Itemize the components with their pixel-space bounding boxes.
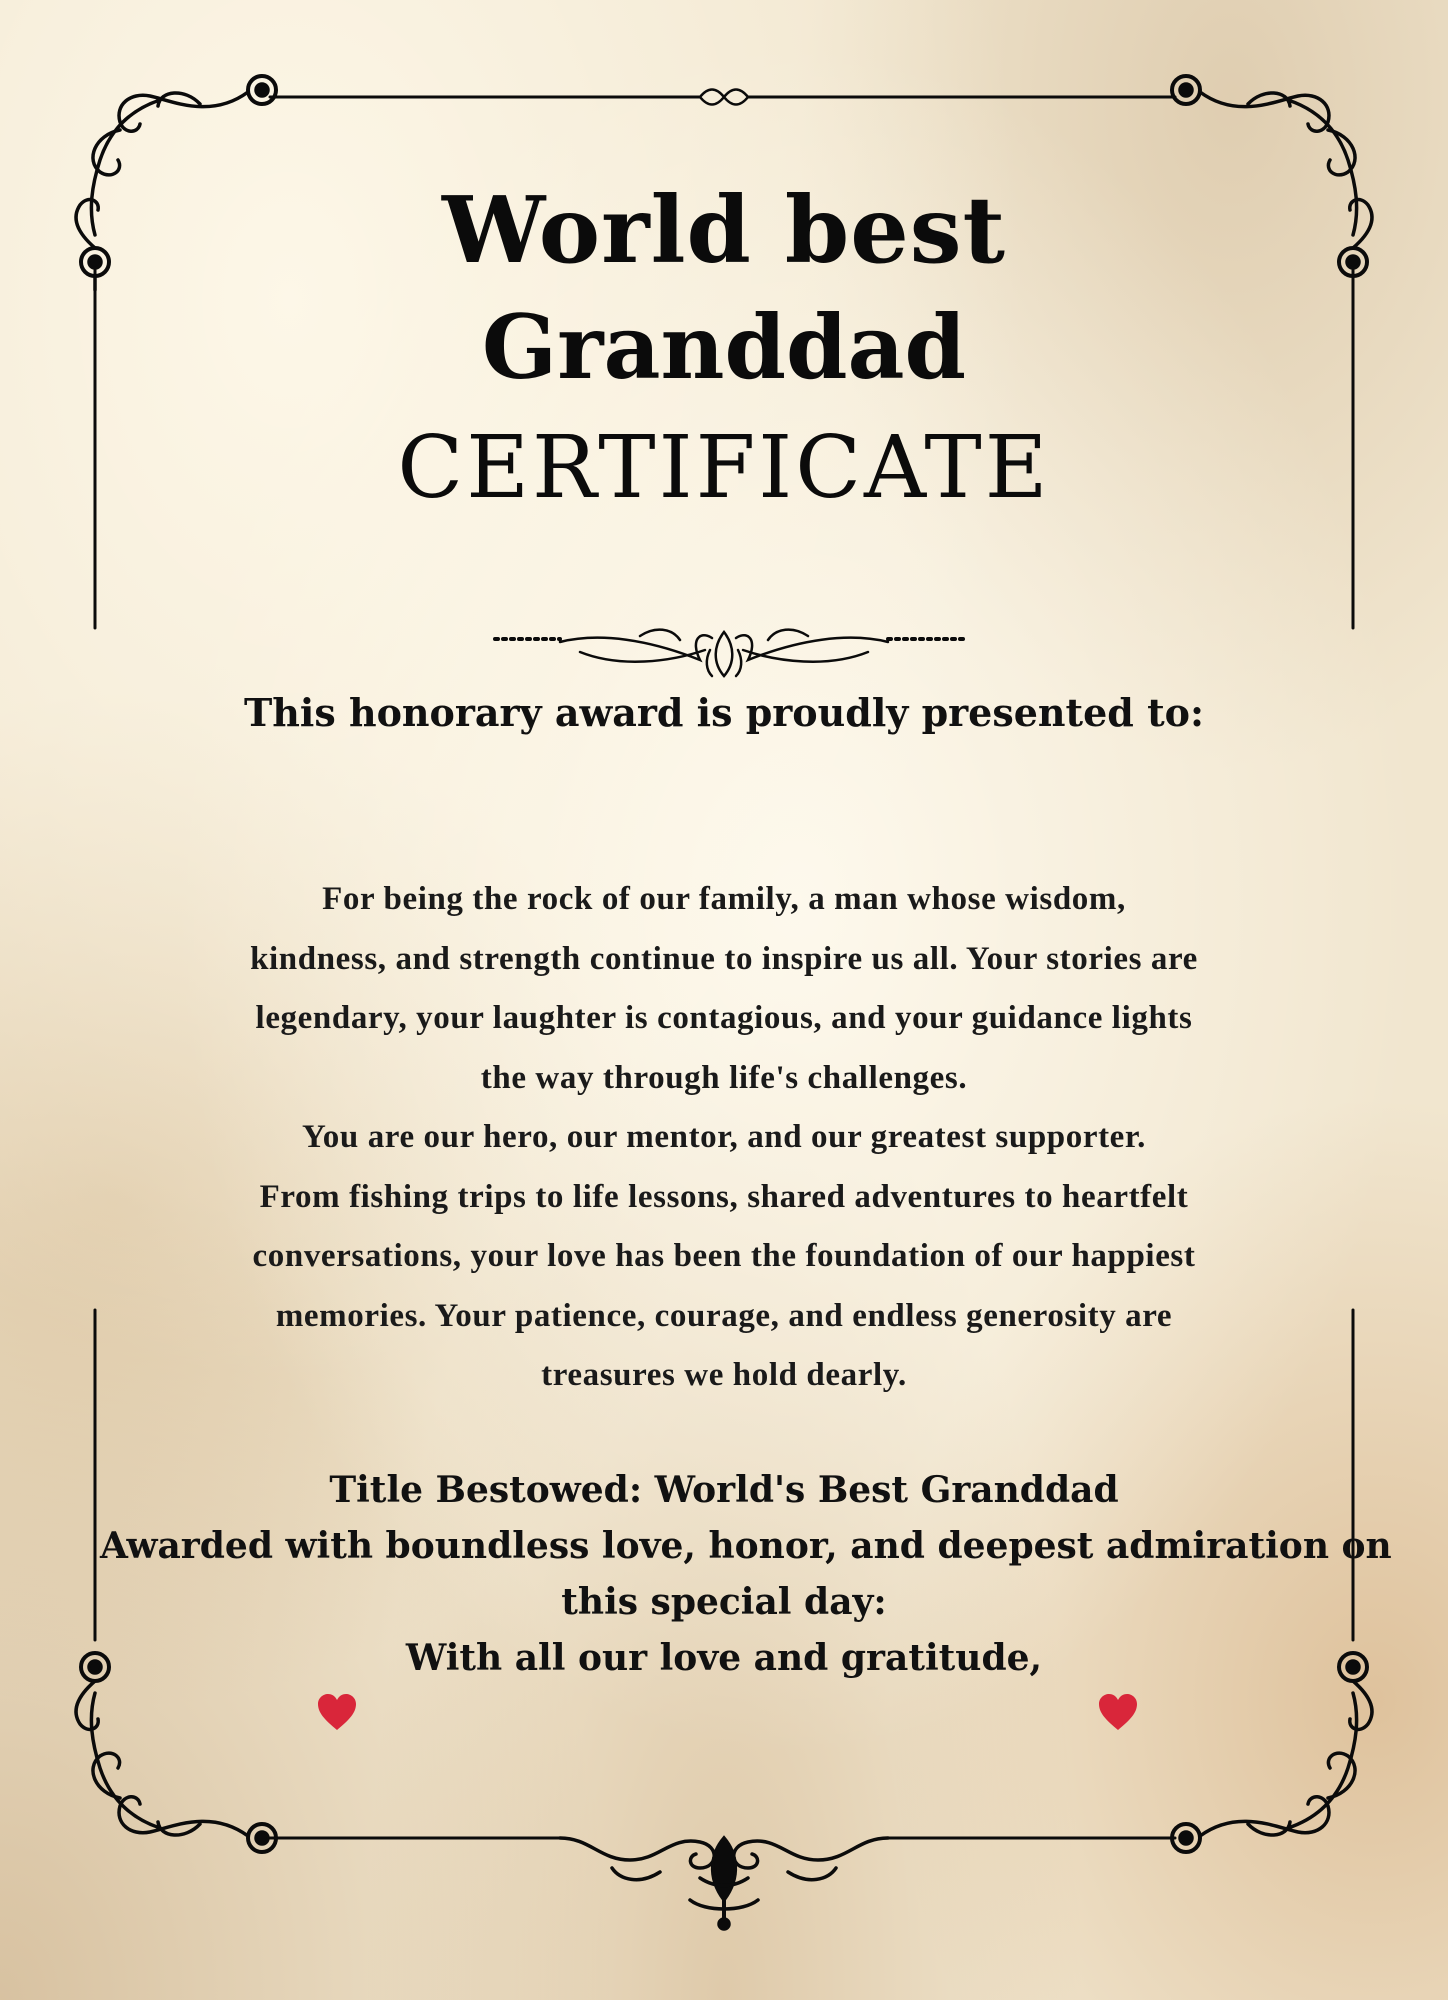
closing-line: With all our love and gratitude,: [405, 1637, 1043, 1679]
title-line-certificate: CERTIFICATE: [397, 418, 1051, 518]
body-line: memories. Your patience, courage, and endless generosity are: [275, 1297, 1173, 1334]
certificate-footer: [100, 1462, 1392, 1686]
body-line: For being the rock of our family, a man whose wisdom,: [322, 881, 1126, 917]
awarded-line-continued: this special day:: [561, 1581, 887, 1623]
heart-icon: [1097, 1692, 1139, 1732]
body-line: treasures we hold dearly.: [541, 1357, 907, 1393]
awarded-line: Awarded with boundless love, honor, and deepest admiration on: [100, 1525, 1392, 1567]
body-line: conversations, your love has been the foundation of our happiest: [252, 1238, 1196, 1274]
title-line-world-best: World best: [441, 176, 1007, 284]
presented-to-heading: This honorary award is proudly presented to:: [243, 690, 1205, 735]
certificate-body: [100, 870, 1348, 1406]
title-bestowed: Title Bestowed: World's Best Granddad: [329, 1469, 1119, 1511]
body-line: kindness, and strength continue to inspire us all. Your stories are: [250, 940, 1198, 977]
body-line: the way through life's challenges.: [480, 1059, 968, 1096]
heart-icon: [316, 1692, 358, 1732]
title-line-granddad: Granddad: [481, 295, 967, 399]
body-line: legendary, your laughter is contagious, and your guidance lights: [255, 1000, 1193, 1036]
body-line: From fishing trips to life lessons, shared adventures to heartfelt: [259, 1178, 1189, 1215]
bottom-center-flourish: [560, 1838, 888, 1929]
flourish-divider-icon: [495, 630, 963, 676]
body-line: You are our hero, our mentor, and our greatest supporter.: [302, 1119, 1146, 1155]
